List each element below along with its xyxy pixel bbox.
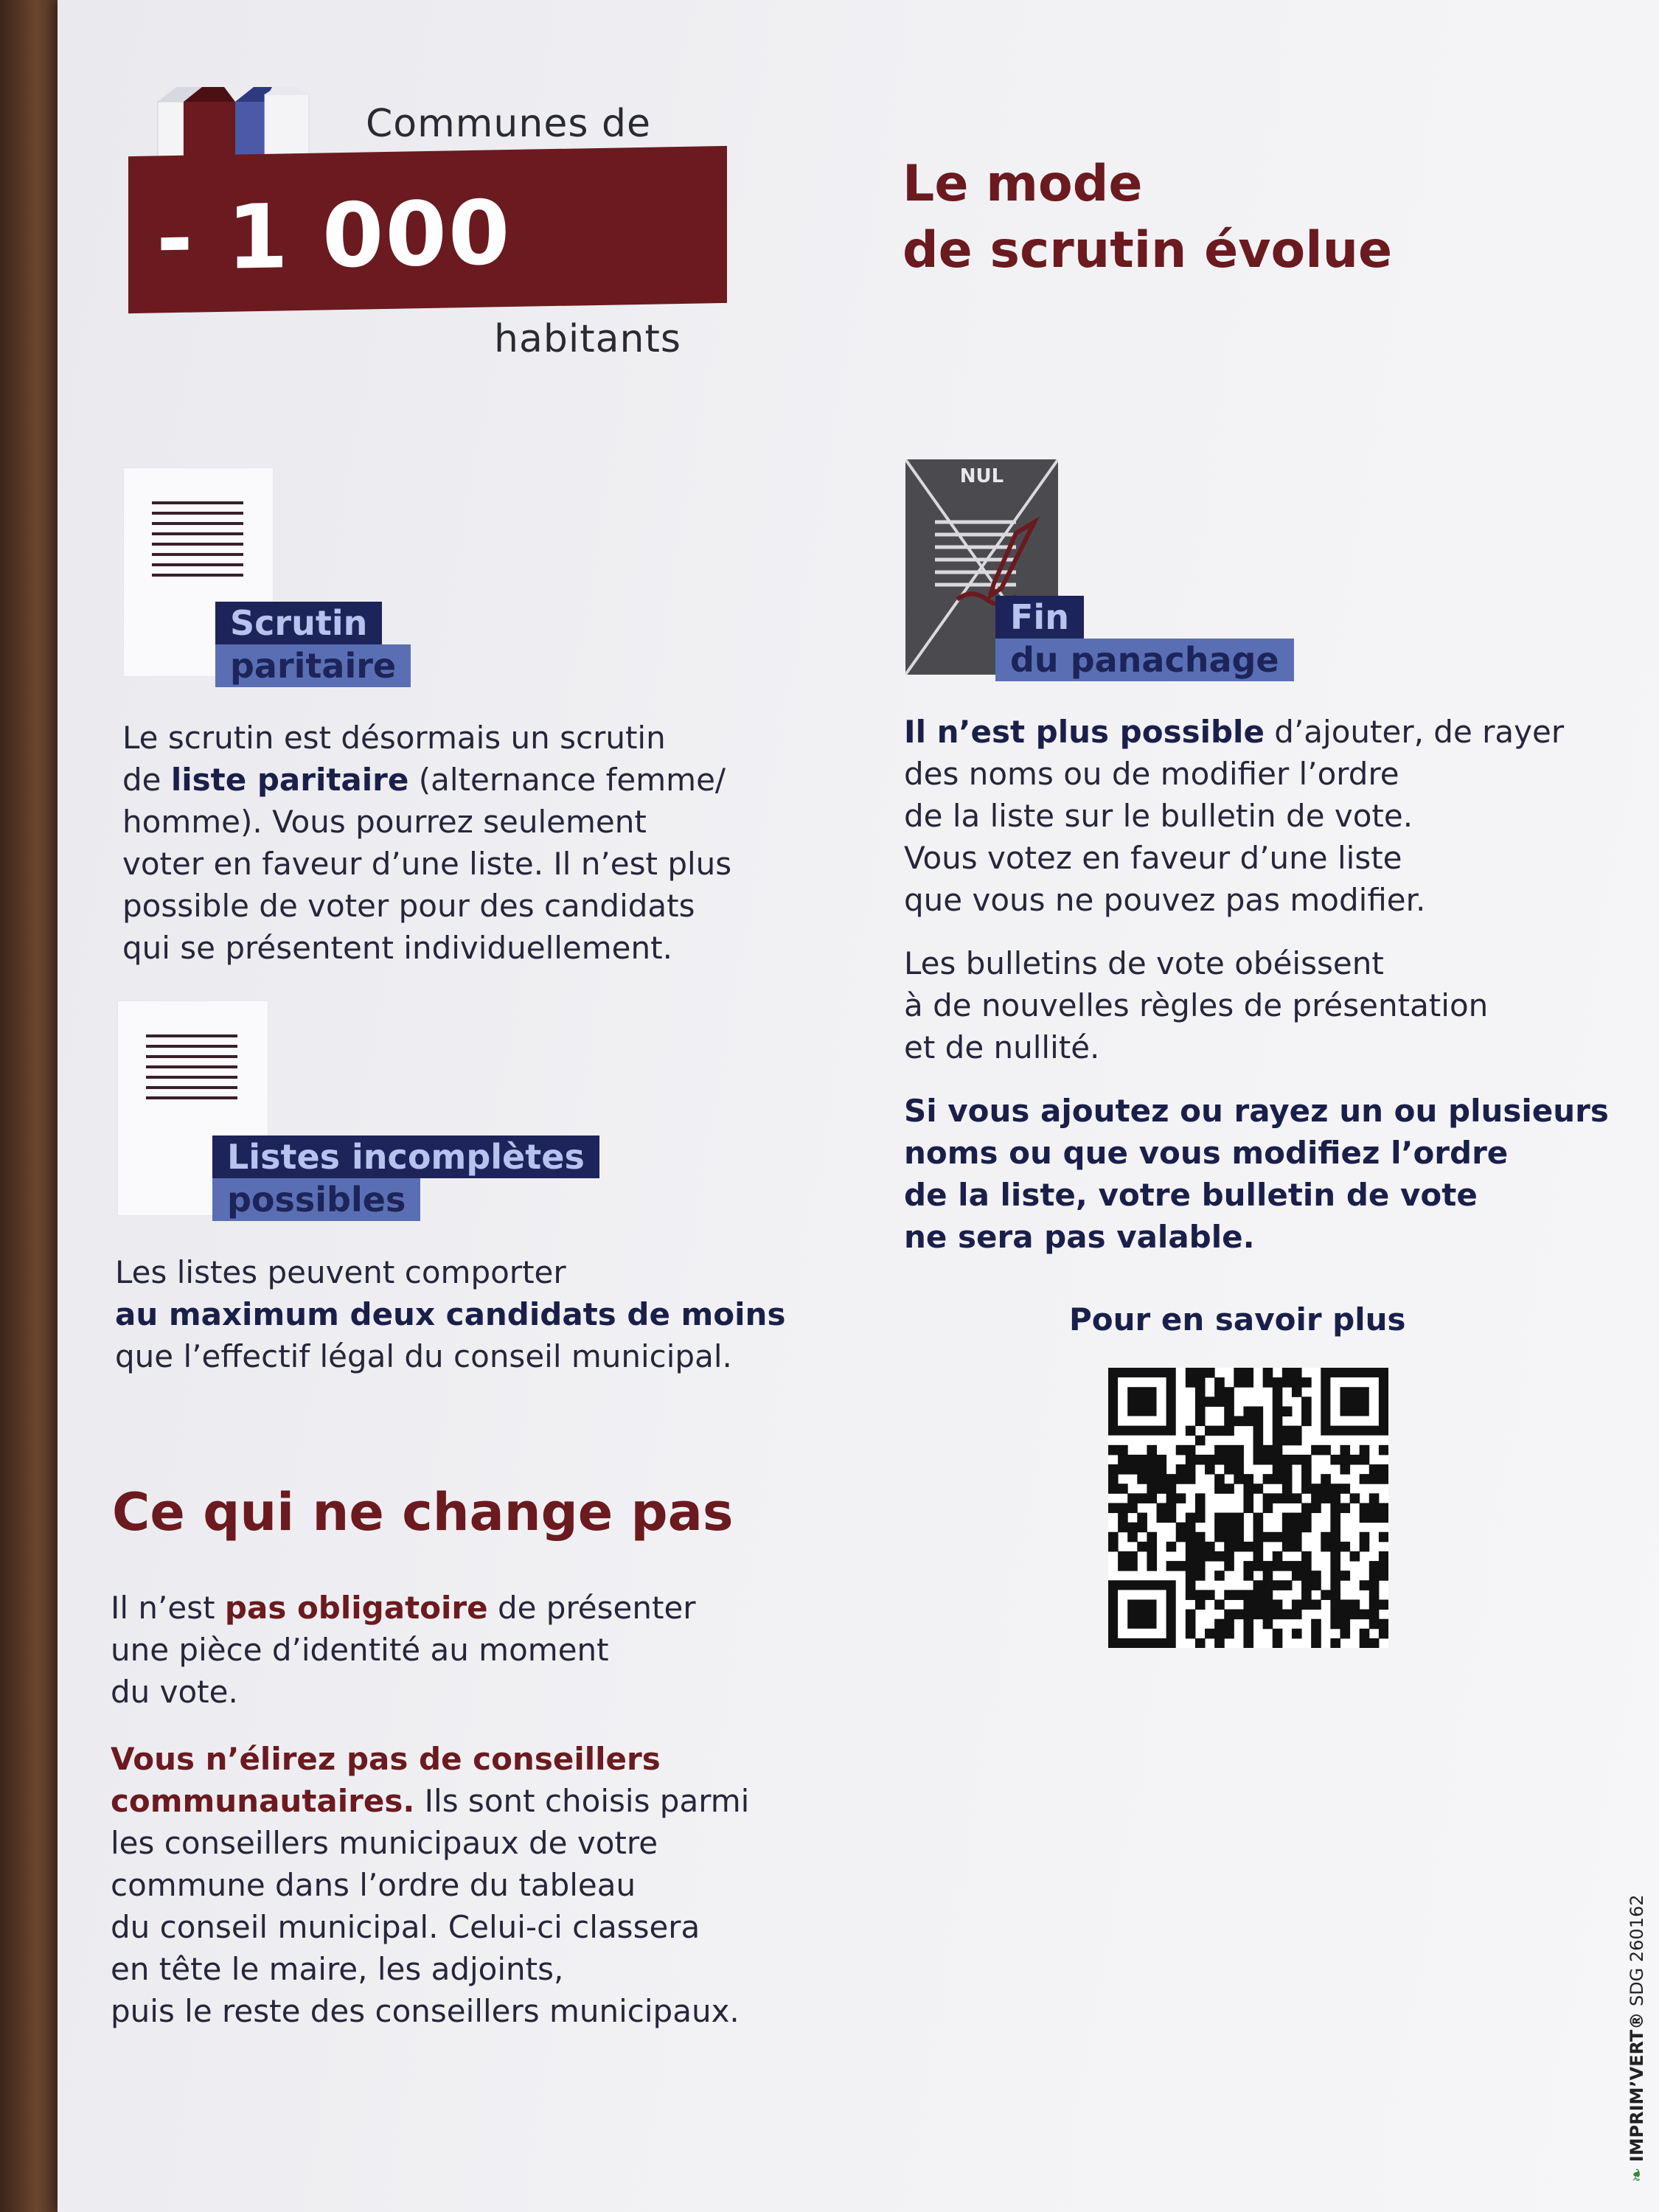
panachage-heading-line-1: Fin bbox=[995, 596, 1084, 639]
listes-heading-line-1: Listes incomplètes bbox=[212, 1135, 599, 1178]
panachage-text-line: des noms ou de modifier l’ordre bbox=[904, 756, 1399, 792]
leaf-icon: ❧ bbox=[1627, 2167, 1647, 2183]
print-code: SDG 260162 bbox=[1627, 1894, 1647, 2007]
scrutin-text-line: Le scrutin est désormais un scrutin bbox=[122, 720, 666, 756]
leaflet-page bbox=[58, 0, 1659, 2212]
scrutin-text-line: de liste paritaire (alternance femme/ bbox=[122, 762, 726, 798]
panachage-warning bbox=[904, 1090, 1659, 1258]
panachage-text-line: Vous votez en faveur d’une liste bbox=[904, 840, 1402, 876]
warning-line: de la liste, votre bulletin de vote bbox=[904, 1177, 1478, 1213]
panachage-paragraph-2 bbox=[904, 942, 1641, 1068]
liste-paritaire-bold: liste paritaire bbox=[170, 762, 409, 798]
nochange-text-line: les conseillers municipaux de votre bbox=[111, 1825, 658, 1861]
nochange-text-line: Il n’est pas obligatoire de présenter bbox=[111, 1590, 696, 1626]
listes-heading-line-2: possibles bbox=[212, 1178, 420, 1221]
nochange-text-line: en tête le maire, les adjoints, bbox=[111, 1951, 564, 1987]
habitants-label: habitants bbox=[494, 317, 681, 361]
warning-line: ne sera pas valable. bbox=[904, 1219, 1255, 1255]
listes-text bbox=[115, 1251, 838, 1377]
nochange-text-line: du vote. bbox=[111, 1674, 238, 1710]
panachage-text-line: et de nullité. bbox=[904, 1029, 1100, 1065]
panachage-text-line: que vous ne pouvez pas modifier. bbox=[904, 882, 1426, 918]
communes-de-label: Communes de bbox=[366, 102, 651, 146]
nochange-text-line: commune dans l’ordre du tableau bbox=[111, 1867, 636, 1903]
scrutin-heading bbox=[215, 602, 411, 687]
population-banner bbox=[128, 146, 727, 313]
scrutin-heading-line-2: paritaire bbox=[215, 644, 411, 687]
panachage-text-line: de la liste sur le bulletin de vote. bbox=[904, 798, 1413, 834]
panachage-text-line: Il n’est plus possible d’ajouter, de rayer bbox=[904, 714, 1565, 750]
page-title bbox=[902, 151, 1392, 284]
qr-code[interactable] bbox=[1108, 1368, 1388, 1648]
savoir-plus-label: Pour en savoir plus bbox=[1069, 1301, 1406, 1338]
listes-heading bbox=[212, 1135, 599, 1221]
imprim-vert-mark: IMPRIM’VERT® bbox=[1627, 2011, 1647, 2163]
nochange-text-line: Vous n’élirez pas de conseillers bbox=[111, 1741, 661, 1777]
warning-line: Si vous ajoutez ou rayez un ou plusieurs bbox=[904, 1093, 1609, 1129]
title-line-2: de scrutin évolue bbox=[902, 221, 1393, 279]
population-number: - 1 000 bbox=[156, 182, 512, 291]
listes-text-line: que l’effectif légal du conseil municipal. bbox=[115, 1338, 732, 1374]
panachage-text-line: à de nouvelles règles de présentation bbox=[904, 987, 1489, 1023]
panachage-heading-line-2: du panachage bbox=[995, 639, 1294, 681]
scrutin-heading-line-1: Scrutin bbox=[215, 602, 382, 644]
warning-line: noms ou que vous modifiez l’ordre bbox=[904, 1135, 1509, 1171]
imprim-vert-footer bbox=[1627, 1894, 1647, 2183]
panachage-paragraph-1 bbox=[904, 711, 1641, 921]
scrutin-text-line: voter en faveur d’une liste. Il n’est plus bbox=[122, 846, 732, 882]
scrutin-text-line: qui se présentent individuellement. bbox=[122, 930, 672, 966]
panachage-heading bbox=[995, 596, 1294, 681]
nochange-text-line: une pièce d’identité au moment bbox=[111, 1632, 609, 1668]
table-background bbox=[0, 0, 66, 2212]
scrutin-text bbox=[122, 717, 786, 969]
nochange-text-line: du conseil municipal. Celui-ci classera bbox=[111, 1909, 700, 1945]
panachage-text-line: Les bulletins de vote obéissent bbox=[904, 945, 1384, 981]
nochange-paragraph-1 bbox=[111, 1587, 833, 1713]
scrutin-text-line: homme). Vous pourrez seulement bbox=[122, 804, 647, 840]
nochange-text-line: puis le reste des conseillers municipaux. bbox=[111, 1993, 740, 2029]
listes-text-line: Les listes peuvent comporter bbox=[115, 1254, 566, 1290]
nochange-title: Ce qui ne change pas bbox=[112, 1482, 734, 1543]
listes-text-line: au maximum deux candidats de moins bbox=[115, 1296, 786, 1332]
nul-label: NUL bbox=[959, 465, 1004, 487]
title-line-1: Le mode bbox=[902, 155, 1143, 213]
scrutin-text-line: possible de voter pour des candidats bbox=[122, 888, 695, 924]
nochange-text-line: communautaires. Ils sont choisis parmi bbox=[111, 1783, 750, 1819]
nochange-paragraph-2 bbox=[111, 1738, 855, 2032]
